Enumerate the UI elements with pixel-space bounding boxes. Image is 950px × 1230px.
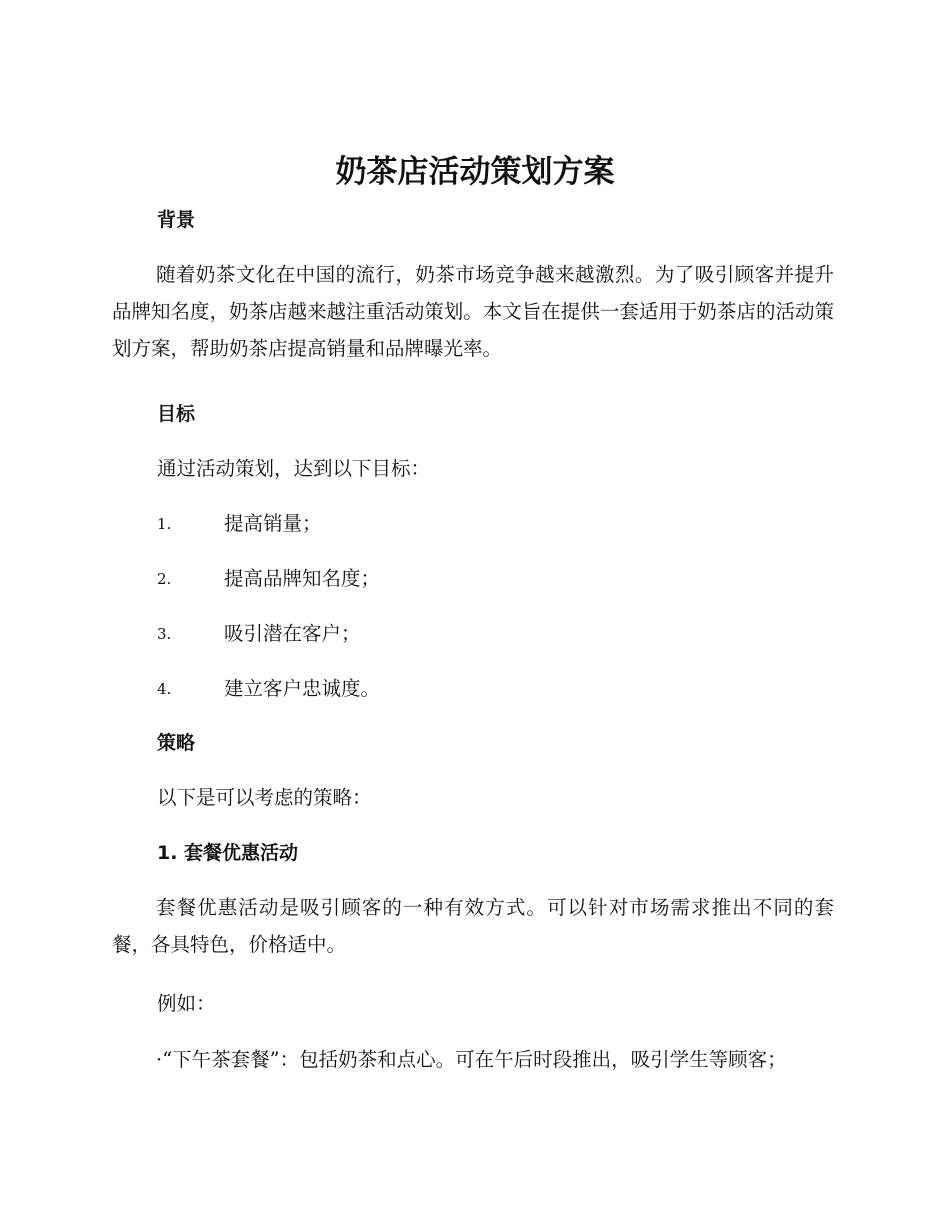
strategy-intro: 以下是可以考虑的策略： [157, 786, 372, 809]
subsection-heading-package-deals: 1. 套餐优惠活动 [157, 842, 299, 864]
list-item-text: 提高销量； [224, 512, 322, 535]
list-item-number: 2. [157, 570, 172, 588]
section-heading-strategy: 策略 [157, 732, 196, 754]
background-paragraph: 随着奶茶文化在中国的流行，奶茶市场竞争越来越激烈。为了吸引顾客并提升品牌知名度，奶茶店越来越注重活动策划。本文旨在提供一套适用于奶茶店的活动策划方案，帮助奶茶店提高销量和品牌曝光率。 [112, 263, 834, 360]
list-item-text: 提高品牌知名度； [224, 567, 381, 590]
list-item-text: 吸引潜在客户； [224, 622, 361, 645]
list-item-number: 4. [157, 680, 172, 698]
bullet-afternoon-tea: ·“下午茶套餐”：包括奶茶和点心。可在午后时段推出，吸引学生等顾客； [156, 1048, 787, 1071]
list-item-number: 1. [157, 515, 172, 533]
package-deals-paragraph: 套餐优惠活动是吸引顾客的一种有效方式。可以针对市场需求推出不同的套餐，各具特色，价格适中。 [112, 896, 834, 956]
document-title: 奶茶店活动策划方案 [335, 154, 615, 190]
section-heading-background: 背景 [157, 209, 196, 231]
list-item-number: 3. [157, 625, 172, 643]
section-heading-goals: 目标 [157, 403, 196, 425]
goals-intro: 通过活动策划，达到以下目标： [157, 457, 431, 480]
example-label: 例如： [157, 992, 216, 1015]
list-item-text: 建立客户忠诚度。 [224, 677, 381, 700]
